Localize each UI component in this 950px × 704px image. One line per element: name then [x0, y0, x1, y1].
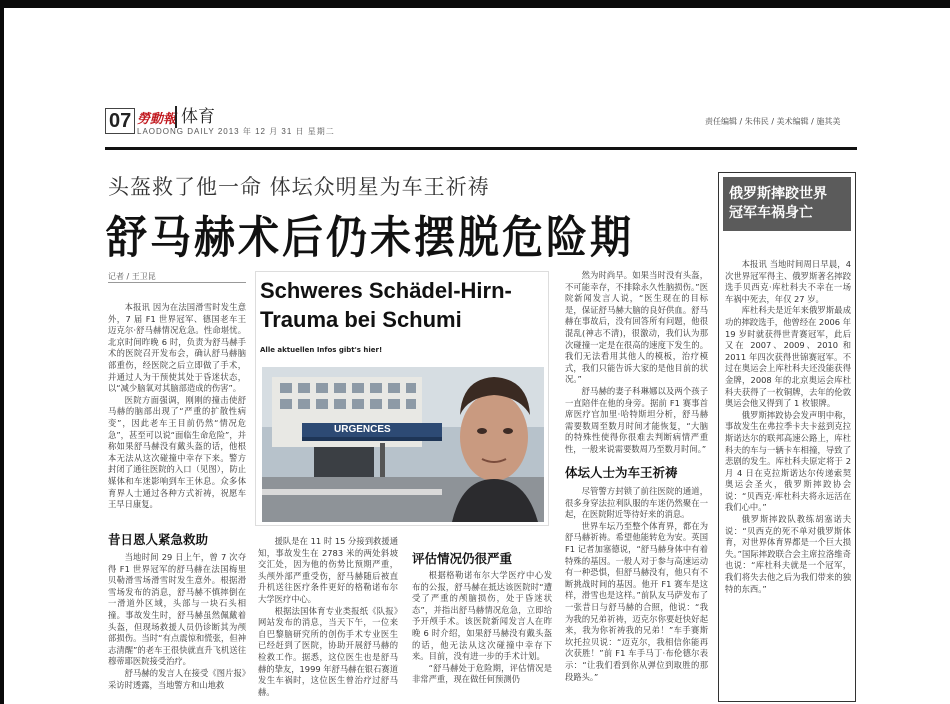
paragraph: 本报讯 因为在法国滑雪时发生意外，7 届 F1 世界冠军、德国老车王迈克尔·舒马赫情况危急。性命堪忧。北京时间昨晚 6 时，负责为舒马赫手术的医院召开发布会，确认舒马赫脑部重伤，经医院之后立即做了手术，并通过人为干预使其处于昏迷状态，以“减少脑氧对其脑部造成的伤害”。	[108, 302, 246, 394]
subheading-prayers: 体坛人士为车王祈祷	[565, 465, 678, 480]
news-photo	[255, 271, 549, 526]
photo-subtitle: Alle aktuellen Infos gibt's hier!	[260, 346, 383, 354]
paragraph: 俄罗斯摔跤队教练胡塞诺夫说：“贝西克的死不单对俄罗斯体育，对世界体育界都是一个巨大损失。”国际摔跤联合会主席拉洛维奇也说：“库杜科夫就是一个冠军，我们将失去他之后为我们带来的独特的东西。”	[725, 514, 851, 594]
article-column-3	[412, 570, 552, 702]
newspaper-logo: 勞動報	[137, 112, 177, 127]
photo-headline-line-2: Trauma bei Schumi	[260, 307, 462, 332]
paragraph: 舒马赫的妻子科琳娜以及两个孩子一直陪伴在他的身旁。据前 F1 赛事首席医疗官加里·哈特斯坦分析，舒马赫需要数周至数月时间才能恢复，“大脑的特殊性使得你很难去判断病情严重性，一般来说需要数周乃至数月时间。”	[565, 385, 708, 454]
page-number: 07	[105, 108, 135, 134]
section-title: 体育	[175, 106, 215, 128]
masthead-rule	[105, 147, 857, 150]
masthead	[105, 105, 855, 137]
sidebar-body	[725, 259, 851, 595]
urgences-sign: URGENCES	[334, 424, 391, 435]
paragraph: 尽管警方封锁了前往医院的通道，很多身穿法拉利队服的车迷仍然聚在一起，在医院附近等待好来的消息。	[565, 486, 708, 520]
hospital-illustration	[262, 367, 544, 522]
masthead-subline: LAODONG DAILY 2013 年 12 月 31 日 星期二	[137, 127, 335, 136]
article-column-4b	[565, 486, 708, 702]
article-headline: 舒马赫术后仍未摆脱危险期	[106, 211, 634, 264]
scan-border-left	[0, 0, 4, 704]
paragraph: 医院方面强调，刚刚的撞击使舒马赫的脑部出现了“严重的扩散性病变”，因此老车王目前仍然“情况危急”，甚至可以说“面临生命危险”，并称如果舒马赫没有戴头盔的话，他根本无法从这次碰撞中幸存下来。警方封闭了通往医院的入口（见图），防止媒体和车迷影响到车王休息。众多体育界人士通过各种方式祈祷，祝愿车王早日康复。	[108, 394, 246, 510]
byline-rule	[108, 282, 246, 283]
sidebar-article	[718, 172, 856, 702]
paragraph: 然为时尚早。如果当时没有头盔，不可能幸存，不排除永久性脑损伤。”医院新闻发言人说，“医生现在的目标是，保证舒马赫大脑的良好供血。舒马赫在事故后，没有回答所有问题，他很混乱(神志不清)，很激动，我们认为那次碰撞一定是在很高的速度下发生的。我们无法看用其他人的模板，治疗模式，我们只能告诉大家的是他目前的状况。”	[565, 270, 708, 385]
paragraph: 根据格勒诺布尔大学医疗中心发布的公报，舒马赫在抵达该医院时“遭受了严重的颅脑损伤，处于昏迷状态”，并指出舒马赫情况危急，立即给予开颅手术。该医院新闻发言人在昨晚 6 时介绍，如果舒马赫没有戴头盔的话，他无法从这次碰撞中幸存下来。目前，没有进一步的手术计划。	[412, 570, 552, 662]
sidebar-heading-line-1: 俄罗斯摔跤世界	[729, 186, 827, 202]
subheading-rescue: 昔日恩人紧急救助	[108, 532, 209, 547]
sidebar-heading	[723, 177, 851, 231]
hospital-photo	[262, 367, 544, 522]
paragraph: 本报讯 当地时间周日早晨，4 次世界冠军得主、俄罗斯著名摔跤选手贝西克·库杜科夫不幸在一场车祸中死去，年仅 27 岁。	[725, 259, 851, 304]
paragraph: 舒马赫的发言人在接受《图片报》采访时透露，当地警方和山地救	[108, 667, 246, 690]
paragraph: 根据法国体育专业类报纸《队报》网站发布的消息，当天下午，一位来自巴黎脑研究所的创伤手术专业医生已经赶到了医院，协助开展舒马赫的检救工作。据悉，这位医生也是舒马赫的挚友，1999 年舒马赫在银石赛道发生车祸时，这位医生曾治疗过舒马赫。	[258, 605, 398, 697]
paragraph: 世界车坛乃至整个体育界，都在为舒马赫祈祷。希望他能转危为安。英国 F1 记者加塞德说，“舒马赫身体中有着特殊的基因。一般人对于参与高速运动有一种恐惧，但舒马赫没有，他只有不断挑战时间的基因。他开 F1 赛车是这样，滑雪也是这样。”前队友马萨发布了一张昔日与舒马赫的合照，他说：“我为我的兄弟祈祷，迈克尔你要赶快好起来，我为你祈祷我的兄弟！”车手赛斯坎托拉贝说：“迈克尔，我相信你能再次获胜！”前 F1 车手马丁·布伦德尔表示：“让我们看到你从弹位到取胜的那段路头。”	[565, 520, 708, 682]
article-column-4a	[565, 270, 708, 456]
paragraph: 库杜科夫是近年来俄罗斯最成功的摔跤选手，他曾经在 2006 年 19 岁时就获得世青赛冠军，此后又在 2007、2009、2010 和 2011 年四次获得世锦赛冠军。不过在奥运会上库杜科夫还没能获得金牌，2008 年的北京奥运会库杜科夫获得了一枚铜牌，去年的伦敦奥运会他又得到了 1 枚银牌。	[725, 305, 851, 409]
editor-credits: 责任编辑 / 朱伟民 / 美术编辑 / 施其美	[705, 117, 841, 126]
photo-headline	[260, 276, 512, 334]
paragraph: 当地时间 29 日上午，曾 7 次夺得 F1 世界冠军的舒马赫在法国梅里贝勒滑雪场滑雪时发生意外。根据滑雪场发布的消息，舒马赫不慎摔倒在一滑道外区域，头部与一块石头相撞。事故发生时，舒马赫虽然佩戴着头盔，但现场救援人员仍诊断其为颅部损伤。当时“有点震惊和慌张，但神志清醒”的老车王很快就直升飞机送往穆蒂耶医院接受治疗。	[108, 552, 246, 667]
paragraph: 俄罗斯摔跤协会发声明中称，事故发生在弗拉季卡夫卡兹到克拉斯诺达尔的联邦高速公路上，库杜科夫的车与一辆卡车相撞，导致了悲剧的发生。库杜科夫原定将于 2 月 4 日在克拉斯诺达尔传递索契奥运会圣火，俄罗斯摔跤协会说：“贝西克·库杜科夫将永远活在我们心中。”	[725, 409, 851, 513]
scan-border-top	[0, 0, 950, 8]
article-byline: 记者 / 王卫昆	[108, 272, 156, 281]
paragraph: 援队是在 11 时 15 分接到救援通知，事故发生在 2783 米的两处斜坡交汇处，因为他的伤势比预期严重，头颅外部严重受伤，舒马赫随后被直升机送往医疗条件更好的格勒诺布尔大学医疗中心。	[258, 536, 398, 604]
photo-headline-line-1: Schweres Schädel-Hirn-	[260, 278, 512, 303]
article-column-2	[258, 536, 398, 702]
sidebar-heading-line-2: 冠军车祸身亡	[729, 205, 813, 221]
article-kicker: 头盔救了他一命 体坛众明星为车王祈祷	[108, 175, 490, 199]
paragraph: “舒马赫处于危险期，评估情况是非常严重，现在做任何预测仍	[412, 662, 552, 685]
article-column-1b	[108, 552, 246, 702]
subheading-assessment: 评估情况仍很严重	[412, 551, 513, 566]
article-column-1a	[108, 302, 246, 524]
